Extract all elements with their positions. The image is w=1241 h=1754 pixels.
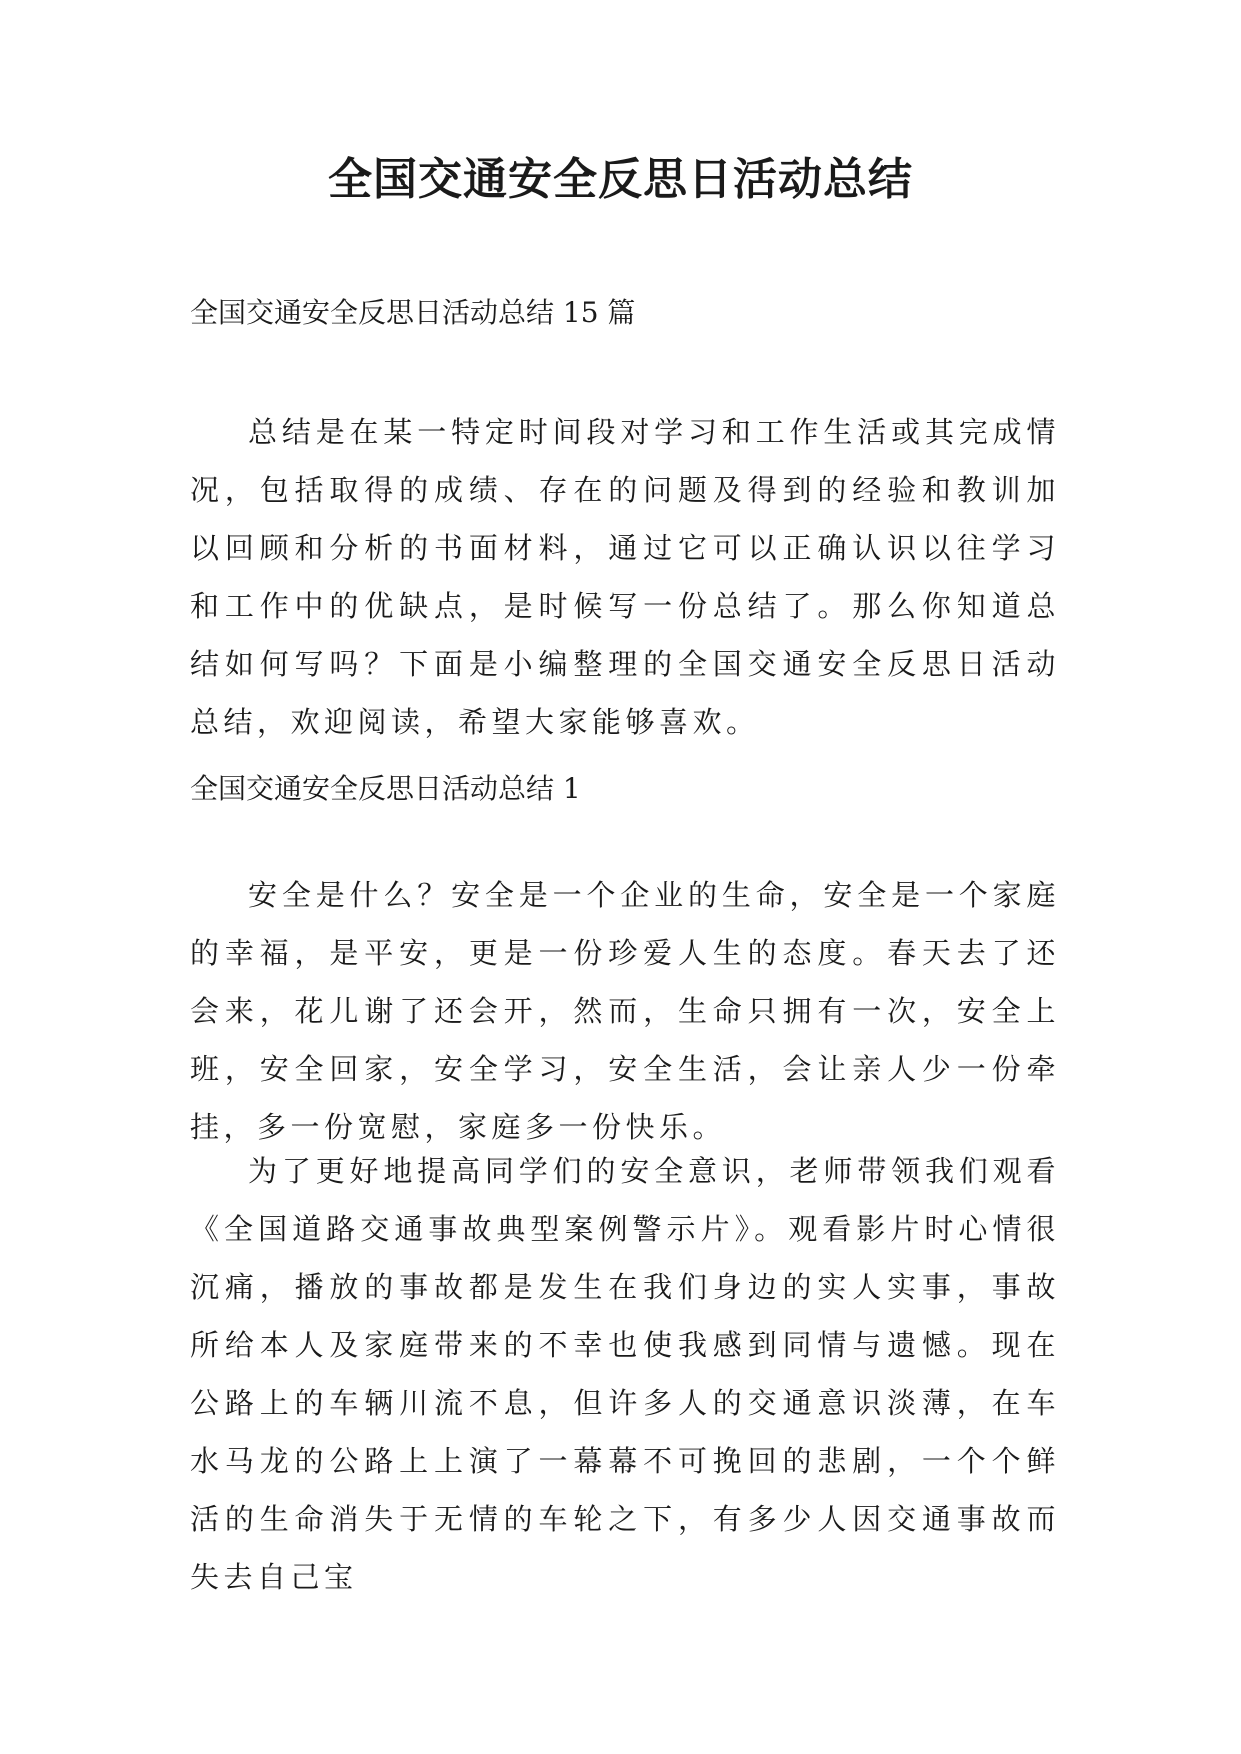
section-paragraph: 安全是什么？安全是一个企业的生命，安全是一个家庭的幸福，是平安，更是一份珍爱人生的态度。春天去了还会来，花儿谢了还会开，然而，生命只拥有一次，安全上班，安全回家，安全学习，安全生活，会让亲人少一份牵挂，多一份宽慰，家庭多一份快乐。 — [190, 878, 1060, 1144]
document-title: 全国交通安全反思日活动总结 — [328, 154, 913, 205]
section-heading: 全国交通安全反思日活动总结 1 — [190, 772, 581, 805]
document-subtitle: 全国交通安全反思日活动总结 15 篇 — [190, 296, 636, 329]
section-paragraph: 为了更好地提高同学们的安全意识，老师带领我们观看《全国道路交通事故典型案例警示片》。观看影片时心情很沉痛，播放的事故都是发生在我们身边的实人实事，事故所给本人及家庭带来的不幸也使我感到同情与遗憾。现在公路上的车辆川流不息，但许多人的交通意识淡薄，在车水马龙的公路上上演了一幕幕不可挽回的悲剧，一个个鲜活的生命消失于无情的车轮之下，有多少人因交通事故而失去自己宝 — [190, 1154, 1060, 1594]
intro-paragraph: 总结是在某一特定时间段对学习和工作生活或其完成情况，包括取得的成绩、存在的问题及得到的经验和教训加以回顾和分析的书面材料，通过它可以正确认识以往学习和工作中的优缺点，是时候写一份总结了。那么你知道总结如何写吗？下面是小编整理的全国交通安全反思日活动总结，欢迎阅读，希望大家能够喜欢。 — [190, 415, 1060, 739]
